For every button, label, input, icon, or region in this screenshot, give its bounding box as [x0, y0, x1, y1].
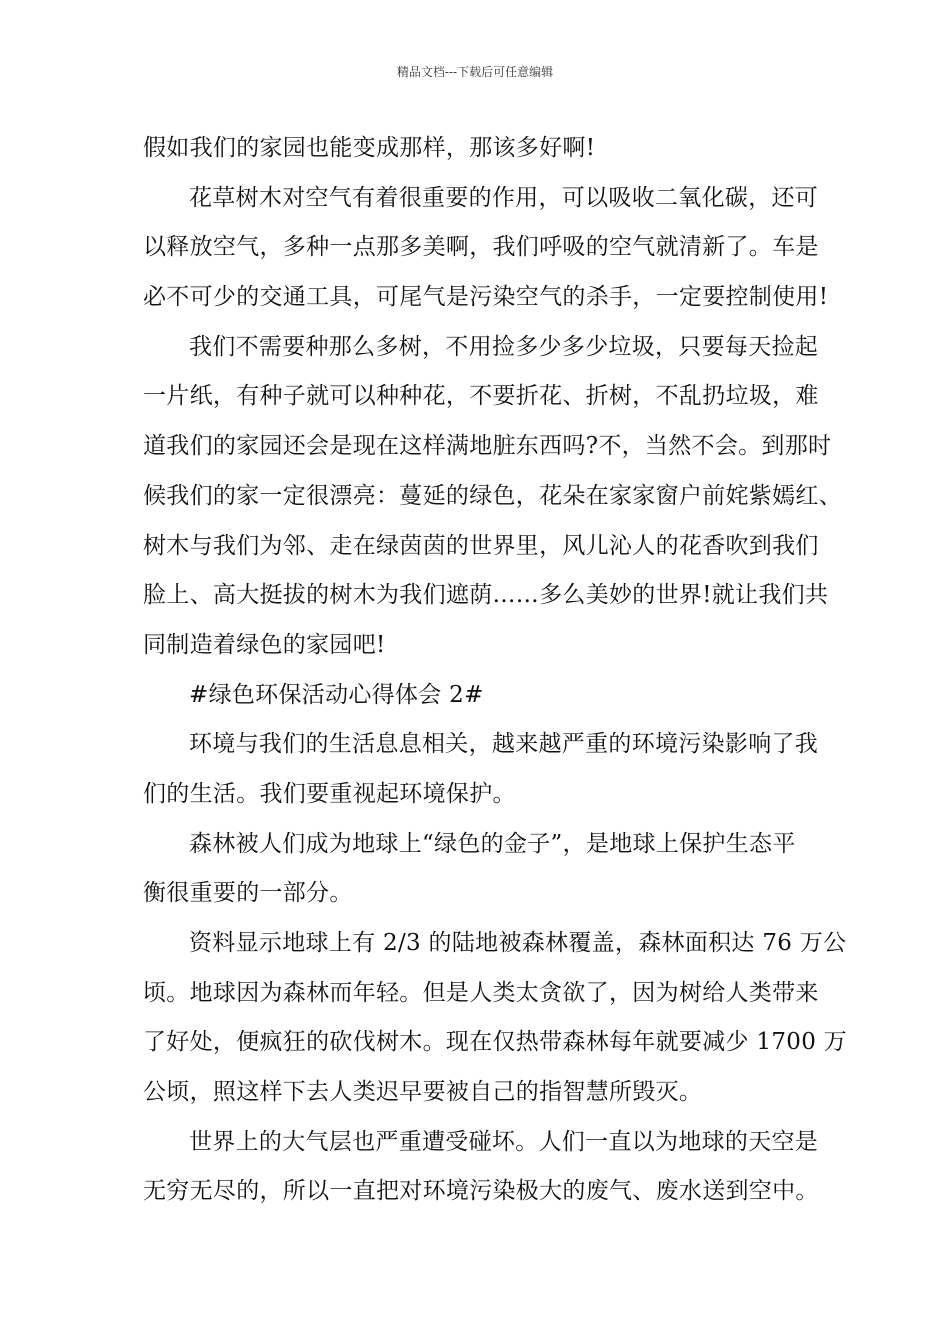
paragraph-start-line: 我们不需要种那么多树，不用捡多少多少垃圾，只要每天捡起 [189, 333, 819, 360]
text-line: 们的生活。我们要重视起环境保护。 [143, 780, 516, 807]
text-line: 假如我们的家园也能变成那样，那该多好啊! [143, 135, 596, 161]
section-heading: #绿色环保活动心得体会 2# [189, 681, 484, 708]
paragraph-start-line: 花草树木对空气有着很重要的作用，可以吸收二氧化碳，还可 [189, 184, 819, 211]
text-line: 了好处，便疯狂的砍伐树木。现在仅热带森林每年就要减少 1700 万 [143, 1029, 848, 1056]
text-line: 必不可少的交通工具，可尾气是污染空气的杀手，一定要控制使用! [143, 284, 829, 311]
text-line: 同制造着绿色的家园吧! [143, 631, 386, 658]
text-line: 道我们的家园还会是现在这样满地脏东西吗?不，当然不会。到那时 [143, 433, 832, 460]
paragraph-start-line: 环境与我们的生活息息相关，越来越严重的环境污染影响了我 [189, 731, 819, 758]
text-line: 脸上、高大挺拔的树木为我们遮荫……多么美妙的世界!就让我们共 [143, 582, 829, 609]
text-line: 公顷，照这样下去人类迟早要被自己的指智慧所毁灭。 [143, 1079, 703, 1106]
text-line: 树木与我们为邻、走在绿茵茵的世界里，风儿沁人的花香吹到我们 [143, 532, 819, 559]
page-header: 精品文档---下载后可任意编辑 [396, 65, 554, 79]
text-line: 以释放空气，多种一点那多美啊，我们呼吸的空气就清新了。车是 [143, 234, 819, 261]
text-line: 候我们的家一定很漂亮：蔓延的绿色，花朵在家家窗户前姹紫嫣红、 [143, 482, 842, 509]
text-line: 无穷无尽的，所以一直把对环境污染极大的废气、废水送到空中。 [143, 1178, 819, 1205]
text-line: 衡很重要的一部分。 [143, 880, 353, 907]
paragraph-start-line: 资料显示地球上有 2/3 的陆地被森林覆盖，森林面积达 76 万公 [189, 930, 847, 956]
text-line: 一片纸，有种子就可以种种花，不要折花、折树，不乱扔垃圾，难 [143, 383, 819, 410]
document-body [143, 124, 848, 1217]
paragraph-start-line: 世界上的大气层也严重遭受碰坏。人们一直以为地球的天空是 [189, 1128, 819, 1155]
paragraph-start-line: 森林被人们成为地球上“绿色的金子”，是地球上保护生态平 [189, 830, 796, 857]
text-line: 顷。地球因为森林而年轻。但是人类太贪欲了，因为树给人类带来 [143, 979, 819, 1006]
